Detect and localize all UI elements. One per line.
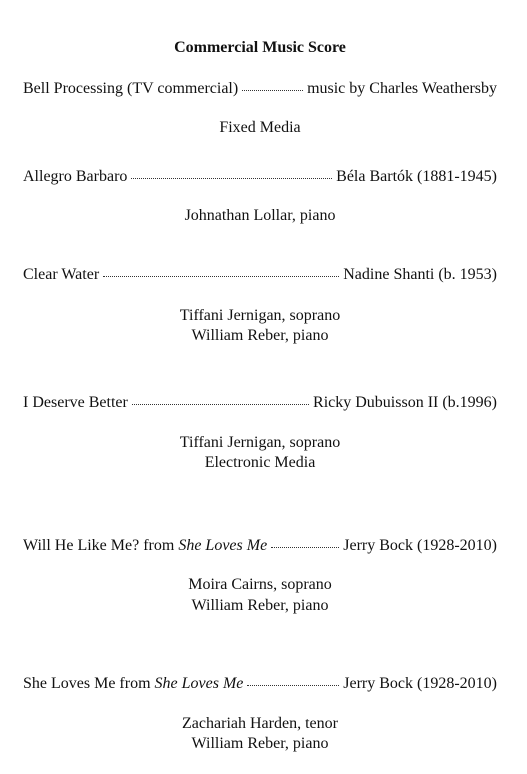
performer: William Reber, piano bbox=[191, 327, 329, 344]
dot-leader bbox=[131, 178, 332, 179]
piece-title: Bell Processing (TV commercial) bbox=[23, 80, 239, 97]
program-entry bbox=[23, 78, 497, 100]
composer: Nadine Shanti (b. 1953) bbox=[343, 266, 497, 283]
dot-leader bbox=[132, 404, 309, 405]
program-entry bbox=[23, 264, 497, 286]
performer: William Reber, piano bbox=[191, 735, 329, 752]
performer: Tiffani Jernigan, soprano bbox=[179, 434, 341, 451]
performer: Tiffani Jernigan, soprano bbox=[179, 307, 341, 324]
piece-source: She Loves Me bbox=[154, 675, 244, 692]
performer: Moira Cairns, soprano bbox=[188, 576, 332, 593]
piece-title bbox=[23, 535, 267, 557]
piece-title: Clear Water bbox=[23, 266, 100, 283]
program-entry bbox=[23, 166, 497, 188]
composer: Jerry Bock (1928-2010) bbox=[343, 675, 497, 692]
program-entry bbox=[23, 673, 497, 695]
performer: Zachariah Harden, tenor bbox=[182, 715, 338, 732]
piece-title: I Deserve Better bbox=[23, 394, 128, 411]
composer: music by Charles Weathersby bbox=[307, 80, 497, 97]
page-title: Commercial Music Score bbox=[174, 39, 346, 56]
piece-title: Allegro Barbaro bbox=[23, 168, 128, 185]
dot-leader bbox=[242, 90, 303, 91]
composer: Béla Bartók (1881-1945) bbox=[336, 168, 497, 185]
program-entry bbox=[23, 535, 497, 557]
performer: Electronic Media bbox=[204, 454, 316, 471]
dot-leader bbox=[103, 276, 339, 277]
dot-leader bbox=[271, 547, 339, 548]
performer: Johnathan Lollar, piano bbox=[184, 207, 336, 224]
program-entry bbox=[23, 392, 497, 414]
composer: Ricky Dubuisson II (b.1996) bbox=[313, 394, 497, 411]
performer: William Reber, piano bbox=[191, 597, 329, 614]
dot-leader bbox=[247, 685, 339, 686]
piece-source: She Loves Me bbox=[178, 537, 268, 554]
piece-name: Will He Like Me? from bbox=[23, 537, 179, 554]
composer: Jerry Bock (1928-2010) bbox=[343, 537, 497, 554]
piece-title bbox=[23, 673, 243, 695]
performer: Fixed Media bbox=[219, 119, 301, 136]
piece-name: She Loves Me from bbox=[23, 675, 155, 692]
